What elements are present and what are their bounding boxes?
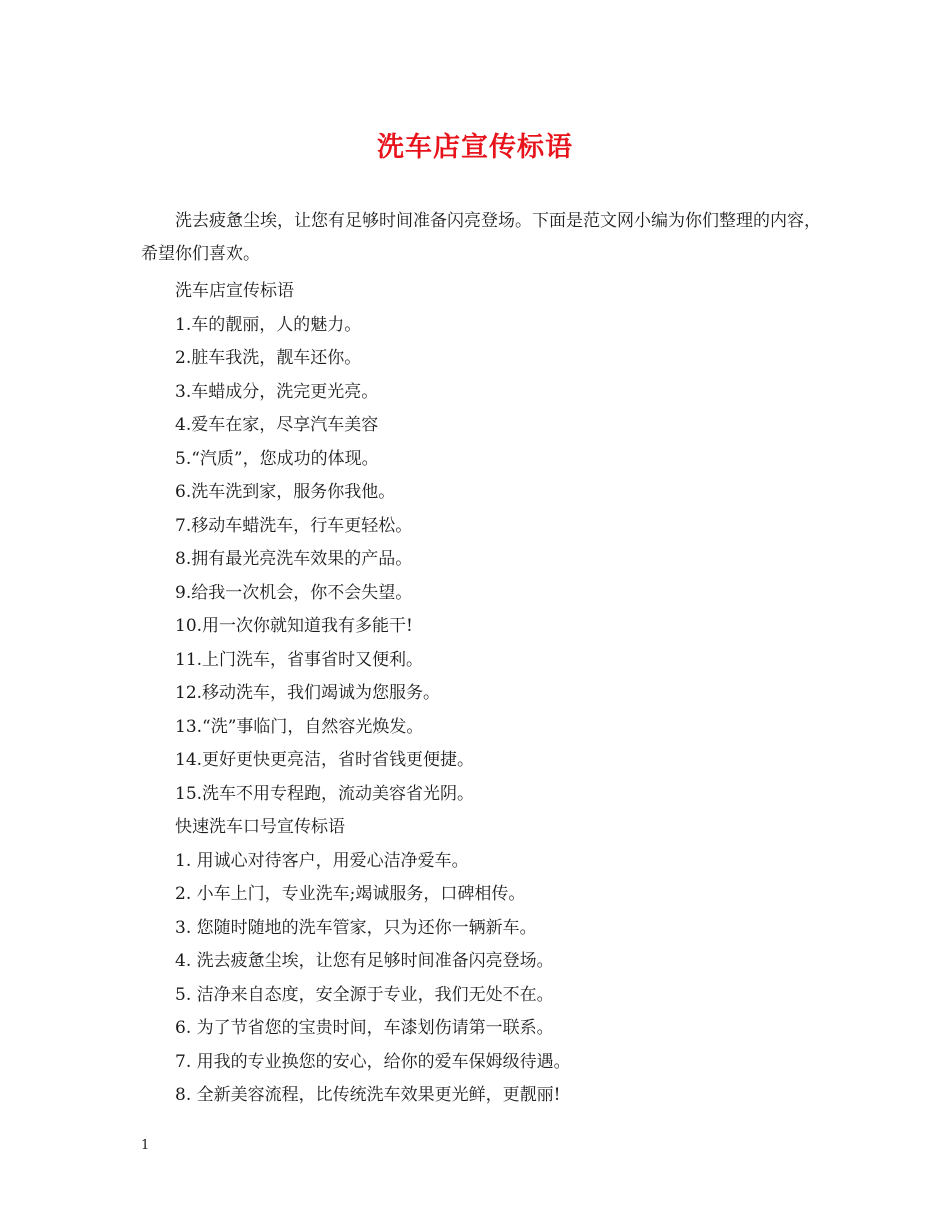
list-item: 11.上门洗车，省事省时又便利。: [175, 650, 424, 670]
list-item: 6. 为了节省您的宝贵时间，车漆划伤请第一联系。: [175, 1018, 554, 1038]
document-title: 洗车店宣传标语: [377, 132, 573, 163]
list-item: 1.车的靓丽，人的魅力。: [175, 315, 362, 335]
list-item: 3. 您随时随地的洗车管家，只为还你一辆新车。: [175, 918, 537, 938]
page-number: 1: [141, 1138, 150, 1153]
list-item: 7.移动车蜡洗车，行车更轻松。: [175, 516, 413, 536]
list-item: 10.用一次你就知道我有多能干!: [175, 616, 413, 636]
list-item: 2. 小车上门，专业洗车;竭诚服务，口碑相传。: [175, 884, 526, 904]
list-item: 5. 洁净来自态度，安全源于专业，我们无处不在。: [175, 985, 554, 1005]
list-item: 14.更好更快更亮洁，省时省钱更便捷。: [175, 750, 475, 770]
list-item: 8. 全新美容流程，比传统洗车效果更光鲜，更靓丽!: [175, 1085, 561, 1105]
list-item: 4. 洗去疲惫尘埃，让您有足够时间准备闪亮登场。: [175, 951, 554, 971]
list-item: 15.洗车不用专程跑，流动美容省光阴。: [175, 784, 475, 804]
list-item: 6.洗车洗到家，服务你我他。: [175, 482, 396, 502]
list-item: 9.给我一次机会，你不会失望。: [175, 583, 413, 603]
list-item: 8.拥有最光亮洗车效果的产品。: [175, 549, 413, 569]
section-heading-1: 洗车店宣传标语: [175, 281, 294, 301]
list-item: 2.脏车我洗，靓车还你。: [175, 348, 362, 368]
list-item: 12.移动洗车，我们竭诚为您服务。: [175, 683, 441, 703]
list-item: 7. 用我的专业换您的安心，给你的爱车保姆级待遇。: [175, 1052, 571, 1072]
list-item: 4.爱车在家，尽享汽车美容: [175, 415, 379, 435]
intro-paragraph: 洗去疲惫尘埃，让您有足够时间准备闪亮登场。下面是范文网小编为你们整理的内容，希望你们喜欢。: [141, 211, 821, 264]
list-item: 3.车蜡成分，洗完更光亮。: [175, 382, 379, 402]
list-item: 1. 用诚心对待客户，用爱心洁净爱车。: [175, 851, 469, 871]
list-item: 5.“汽质”，您成功的体现。: [175, 449, 379, 469]
section-heading-2: 快速洗车口号宣传标语: [175, 817, 345, 837]
list-item: 13.“洗”事临门，自然容光焕发。: [175, 717, 424, 737]
